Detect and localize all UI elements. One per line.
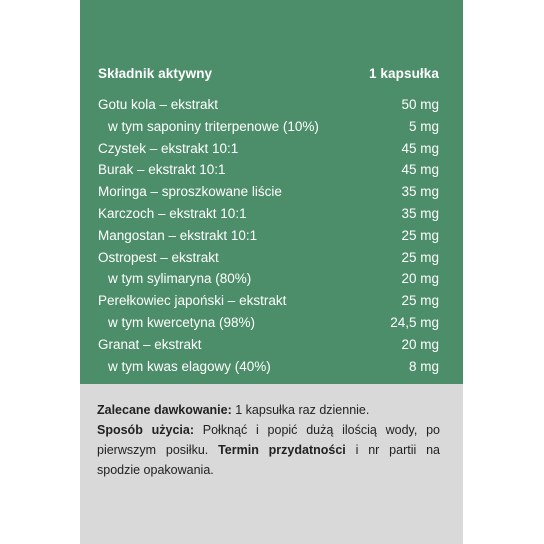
- ingredient-amount: 25 mg: [401, 249, 439, 265]
- ingredient-name: Czystek – ekstrakt 10:1: [98, 140, 239, 156]
- ingredient-amount: 8 mg: [408, 358, 439, 374]
- table-row: [98, 315, 439, 337]
- table-row: [98, 97, 439, 119]
- ingredient-name: w tym kwercetyna (98%): [108, 314, 256, 330]
- ingredient-name: Ostropest – ekstrakt: [98, 249, 219, 265]
- ingredient-amount: 45 mg: [401, 162, 439, 178]
- table-rows: [98, 97, 439, 380]
- usage-line: [97, 420, 440, 480]
- table-row: [98, 228, 439, 250]
- ingredient-amount: 5 mg: [408, 118, 439, 134]
- ingredient-name: w tym saponiny triterpenowe (10%): [108, 118, 319, 134]
- table-row: [98, 293, 439, 315]
- ingredient-amount: 20 mg: [401, 271, 439, 287]
- table-row: [98, 162, 439, 184]
- ingredient-amount: 45 mg: [401, 140, 439, 156]
- ingredients-table: [80, 0, 463, 384]
- table-header: [98, 66, 439, 81]
- ingredient-name: Perełkowiec japoński – ekstrakt: [98, 293, 287, 309]
- ingredient-name: Karczoch – ekstrakt 10:1: [98, 205, 247, 221]
- ingredient-name: w tym sylimaryna (80%): [108, 271, 252, 287]
- table-row: [98, 337, 439, 359]
- expiry-text: i nr partii na spodzie opakowania.: [97, 443, 440, 477]
- ingredient-amount: 20 mg: [401, 336, 439, 352]
- ingredient-amount: 50 mg: [401, 97, 439, 112]
- table-row: [98, 119, 439, 141]
- table-row: [98, 141, 439, 163]
- expiry-label: Termin przydatności: [218, 443, 346, 457]
- header-amount: 1 kapsułka: [368, 66, 439, 81]
- ingredient-name: Granat – ekstrakt: [98, 336, 202, 352]
- dosage-text: 1 kapsułka raz dziennie.: [231, 403, 370, 417]
- ingredient-name: Gotu kola – ekstrakt: [98, 97, 219, 112]
- table-row: [98, 206, 439, 228]
- usage-info: [97, 400, 440, 480]
- ingredient-name: Burak – ekstrakt 10:1: [98, 162, 226, 178]
- usage-text: Połknąć i popić dużą ilością wody, po pierwszym posiłku.: [97, 423, 440, 457]
- table-row: [98, 184, 439, 206]
- ingredient-amount: 35 mg: [401, 184, 439, 200]
- header-ingredient: Składnik aktywny: [98, 66, 213, 81]
- ingredient-name: Moringa – sproszkowane liście: [98, 184, 282, 200]
- table-row: [98, 250, 439, 272]
- dosage-label: Zalecane dawkowanie:: [97, 403, 232, 417]
- ingredient-amount: 24,5 mg: [390, 314, 439, 330]
- ingredient-name: Mangostan – ekstrakt 10:1: [98, 227, 258, 243]
- ingredient-amount: 25 mg: [401, 227, 439, 243]
- ingredient-amount: 25 mg: [401, 293, 439, 309]
- table-row: [98, 271, 439, 293]
- ingredient-name: w tym kwas elagowy (40%): [108, 358, 271, 374]
- ingredient-amount: 35 mg: [401, 205, 439, 221]
- dosage-line: [97, 400, 440, 420]
- usage-label: Sposób użycia:: [97, 423, 194, 437]
- table-row: [98, 359, 439, 381]
